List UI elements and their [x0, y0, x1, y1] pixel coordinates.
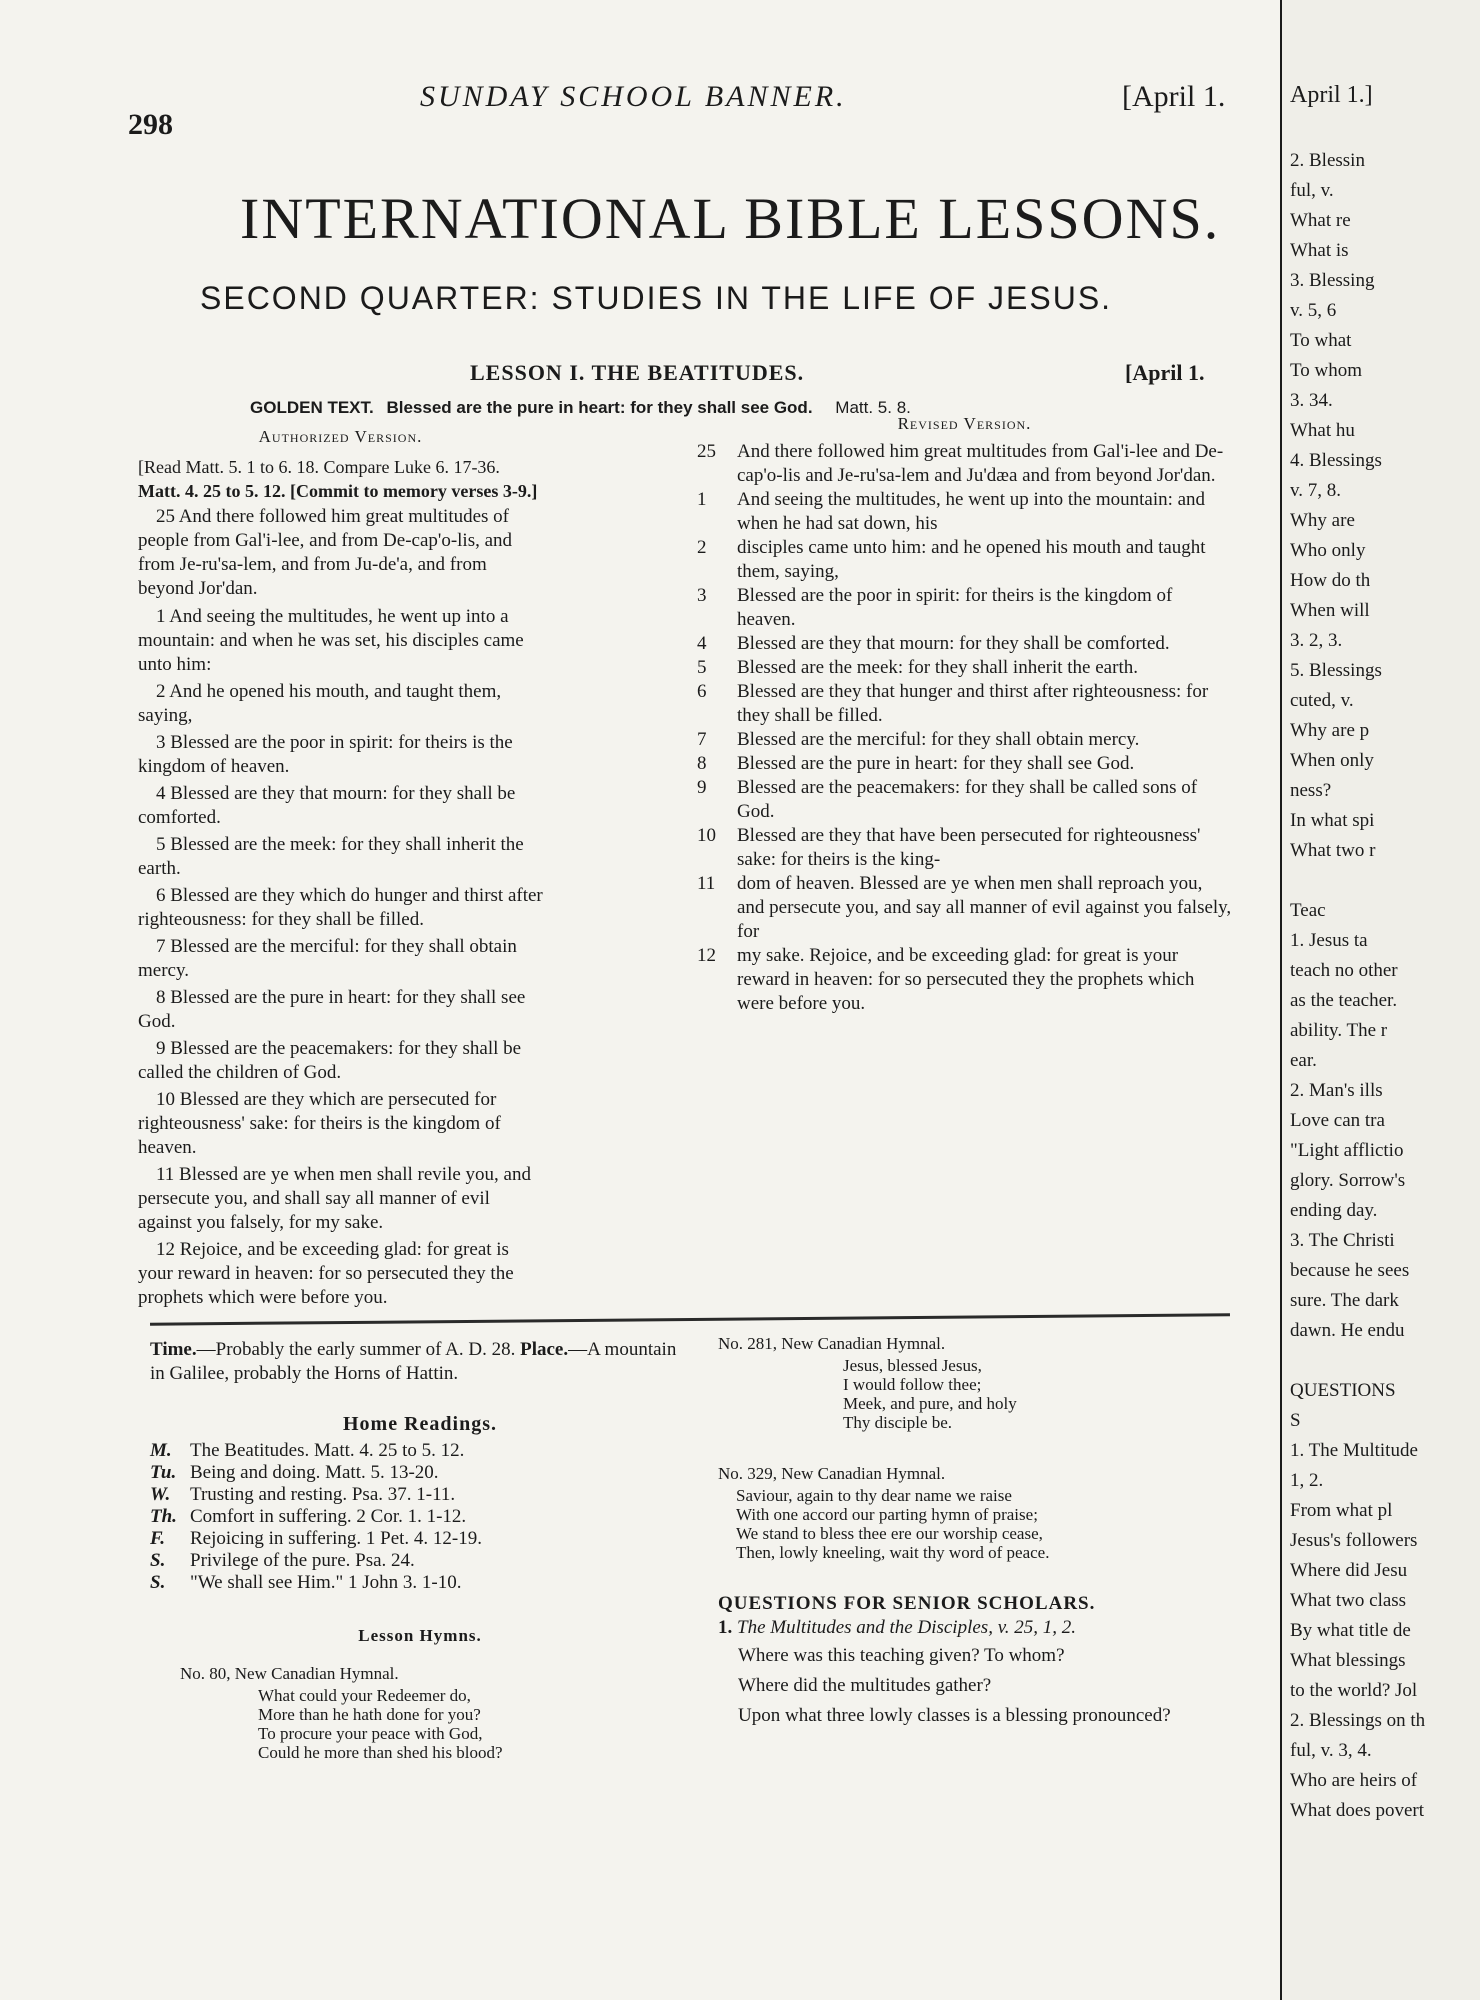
right-page-line: because he sees — [1290, 1260, 1410, 1281]
home-reading-item — [150, 1440, 690, 1462]
right-page-line: to the world? Jol — [1290, 1680, 1418, 1701]
hymn3-line: We stand to bless thee ere our worship cease, — [736, 1524, 1043, 1543]
hymn2-line: Meek, and pure, and holy — [843, 1394, 1017, 1413]
revised-verse-text: Blessed are the peacemakers: for they shall be called sons of God. — [737, 777, 1198, 822]
reading-day: S. — [150, 1572, 166, 1593]
reading-day: Th. — [150, 1506, 177, 1527]
authorized-verse: 8 Blessed are the pure in heart: for they shall see God. — [138, 987, 526, 1032]
header-date: [April 1. — [1122, 80, 1226, 113]
right-page-line: Love can tra — [1290, 1110, 1385, 1131]
revised-verse — [697, 632, 1232, 656]
right-page-line: v. 5, 6 — [1290, 300, 1337, 321]
hymn1-line: What could your Redeemer do, — [258, 1686, 471, 1705]
right-page-line: 3. The Christi — [1290, 1230, 1395, 1251]
lesson-hymns-heading: Lesson Hymns. — [358, 1626, 482, 1645]
revised-version-column — [697, 412, 1232, 1016]
reading-text: "We shall see Him." 1 John 3. 1-10. — [190, 1572, 462, 1593]
home-reading-item — [150, 1550, 690, 1572]
revised-verse-text: my sake. Rejoice, and be exceeding glad: for great is your reward in heaven: for so persecuted they the prophets which were before you. — [737, 945, 1195, 1014]
right-page-line: S — [1290, 1410, 1301, 1431]
right-page-line: When will — [1290, 600, 1370, 621]
right-page-line: From what pl — [1290, 1500, 1393, 1521]
right-page-line: What is — [1290, 240, 1349, 261]
revised-verse-number: 7 — [697, 729, 707, 750]
revised-verse-number: 4 — [697, 633, 707, 654]
authorized-verses — [138, 505, 543, 1310]
right-page-line: 4. Blessings — [1290, 450, 1382, 471]
revised-verse-number: 1 — [697, 489, 707, 510]
revised-verse-number: 9 — [697, 777, 707, 798]
home-reading-item — [150, 1484, 690, 1506]
revised-verse-text: Blessed are they that mourn: for they shall be comforted. — [737, 633, 1170, 654]
reading-day: W. — [150, 1484, 171, 1505]
reading-text: The Beatitudes. Matt. 4. 25 to 5. 12. — [190, 1440, 465, 1461]
right-page-line: 1. The Multitude — [1290, 1440, 1418, 1461]
journal-title: SUNDAY SCHOOL BANNER. — [420, 80, 847, 113]
right-page-line: ness? — [1290, 780, 1332, 801]
revised-verse-text: Blessed are the meek: for they shall inherit the earth. — [737, 657, 1138, 678]
reading-day: Tu. — [150, 1462, 177, 1483]
right-page-line: To what — [1290, 330, 1352, 351]
home-readings-heading: Home Readings. — [343, 1413, 497, 1435]
authorized-verse: 7 Blessed are the merciful: for they shall obtain mercy. — [138, 936, 517, 981]
hymn1-title: No. 80, New Canadian Hymnal. — [180, 1664, 399, 1683]
right-page-line: ability. The r — [1290, 1020, 1388, 1041]
lesson-date: [April 1. — [1125, 360, 1205, 385]
question-line: Upon what three lowly classes is a blessing pronounced? — [738, 1705, 1171, 1726]
revised-verse — [697, 872, 1232, 944]
right-page-line: teach no other — [1290, 960, 1398, 981]
right-page-line: ful, v. 3, 4. — [1290, 1740, 1372, 1761]
home-reading-item — [150, 1528, 690, 1550]
hymn1-line: More than he hath done for you? — [258, 1705, 481, 1724]
reading-text: Trusting and resting. Psa. 37. 1-11. — [190, 1484, 456, 1505]
right-page-line: 1. Jesus ta — [1290, 930, 1368, 951]
right-page-line: 2. Blessin — [1290, 150, 1365, 171]
right-page-line: Why are — [1290, 510, 1355, 531]
right-page-line: Why are p — [1290, 720, 1370, 741]
read-line: [Read Matt. 5. 1 to 6. 18. Compare Luke 6. 17-36. — [138, 457, 500, 477]
reading-day: M. — [150, 1440, 172, 1461]
authorized-verse: 25 And there followed him great multitudes of people from Gal'i-lee, and from De-cap'o-lis, and from Je-ru'sa-lem, and from Ju-de'a, and from beyond Jor'dan. — [138, 506, 513, 599]
right-page-line: dawn. He endu — [1290, 1320, 1405, 1341]
right-page-line: 3. Blessing — [1290, 270, 1375, 291]
revised-version-heading: Revised Version. — [897, 414, 1032, 433]
right-page-line: What two class — [1290, 1590, 1407, 1611]
revised-verse-text: Blessed are the pure in heart: for they shall see God. — [737, 753, 1135, 774]
revised-verses — [697, 440, 1232, 1016]
right-page-line: as the teacher. — [1290, 990, 1398, 1011]
right-page-line: cuted, v. — [1290, 690, 1354, 711]
hymn3-line: Saviour, again to thy dear name we raise — [736, 1486, 1012, 1505]
hymn1-line: Could he more than shed his blood? — [258, 1743, 503, 1762]
right-page-line: 5. Blessings — [1290, 660, 1382, 681]
revised-verse-text: Blessed are they that have been persecuted for righteousness' sake: for theirs is the king- — [737, 825, 1201, 870]
revised-verse-number: 6 — [697, 681, 707, 702]
home-readings-list — [150, 1440, 690, 1594]
hymn2-line: I would follow thee; — [843, 1375, 982, 1394]
right-page-line: ending day. — [1290, 1200, 1378, 1221]
authorized-verse: 11 Blessed are ye when men shall revile you, and persecute you, and shall say all manner of evil against you falsely, for my sake. — [138, 1164, 531, 1233]
revised-verse-number: 12 — [697, 945, 716, 966]
revised-verse — [697, 776, 1232, 824]
home-reading-item — [150, 1572, 690, 1594]
right-page-line: QUESTIONS — [1290, 1380, 1396, 1401]
right-page-line: Where did Jesu — [1290, 1560, 1408, 1581]
right-page-line: 2. Blessings on th — [1290, 1710, 1426, 1731]
authorized-verse: 4 Blessed are they that mourn: for they shall be comforted. — [138, 783, 516, 828]
reading-text: Comfort in suffering. 2 Cor. 1. 1-12. — [190, 1506, 467, 1527]
revised-verse — [697, 440, 1232, 488]
revised-verse-number: 8 — [697, 753, 707, 774]
revised-verse — [697, 752, 1232, 776]
revised-verse — [697, 824, 1232, 872]
right-page-line: Who only — [1290, 540, 1366, 561]
hymn2-lines — [843, 1356, 1238, 1432]
authorized-version-heading: Authorized Version. — [258, 427, 423, 446]
questions-subheading — [718, 1616, 1238, 1640]
reading-text: Being and doing. Matt. 5. 13-20. — [190, 1462, 439, 1483]
authorized-verse: 9 Blessed are the peacemakers: for they shall be called the children of God. — [138, 1038, 522, 1083]
revised-verse — [697, 680, 1232, 728]
revised-verse-number: 10 — [697, 825, 716, 846]
authorized-verse: 1 And seeing the multitudes, he went up into a mountain: and when he was set, his disciples came unto him: — [138, 606, 524, 675]
revised-verse-text: And seeing the multitudes, he went up into the mountain: and when he had sat down, his — [737, 489, 1206, 534]
home-reading-item — [150, 1462, 690, 1484]
authorized-verse: 10 Blessed are they which are persecuted for righteousness' sake: for theirs is the kingdom of heaven. — [138, 1089, 501, 1158]
lower-left-column — [150, 1338, 690, 1762]
right-page-line: 1, 2. — [1290, 1470, 1324, 1491]
right-page-date: April 1.] — [1290, 82, 1373, 108]
right-page-line: 3. 34. — [1290, 390, 1333, 411]
revised-verse-text: disciples came unto him: and he opened his mouth and taught them, saying, — [737, 537, 1206, 582]
page-number: 298 — [128, 108, 173, 141]
place-label: Place. — [520, 1339, 569, 1360]
subtitle: SECOND QUARTER: STUDIES IN THE LIFE OF JESUS. — [200, 280, 1113, 316]
authorized-verse: 6 Blessed are they which do hunger and thirst after righteousness: for they shall be filled. — [138, 885, 543, 930]
revised-verse-text: Blessed are the poor in spirit: for theirs is the kingdom of heaven. — [737, 585, 1173, 630]
right-page-line: sure. The dark — [1290, 1290, 1399, 1311]
revised-verse — [697, 728, 1232, 752]
hymn2-line: Jesus, blessed Jesus, — [843, 1356, 982, 1375]
golden-text-label: GOLDEN TEXT. — [250, 398, 374, 417]
hymn3-line: With one accord our parting hymn of praise; — [736, 1505, 1038, 1524]
hymn2-title: No. 281, New Canadian Hymnal. — [718, 1334, 946, 1353]
authorized-verse: 3 Blessed are the poor in spirit: for theirs is the kingdom of heaven. — [138, 732, 513, 777]
golden-text-ref: Matt. 5. 8. — [835, 398, 911, 417]
revised-verse-text: And there followed him great multitudes from Gal'i-lee and De-cap'o-lis and Je-ru'sa-lem and Ju'dæa and from beyond Jor'dan. — [737, 441, 1224, 486]
revised-verse — [697, 584, 1232, 632]
reading-day: F. — [150, 1528, 165, 1549]
right-page-line: To whom — [1290, 360, 1363, 381]
revised-verse-text: Blessed are the merciful: for they shall obtain mercy. — [737, 729, 1140, 750]
right-page-edge — [1282, 0, 1480, 2000]
lower-right-column — [718, 1332, 1238, 1734]
right-page-line: "Light afflictio — [1290, 1140, 1404, 1161]
right-page-line: What two r — [1290, 840, 1376, 861]
revised-verse — [697, 488, 1232, 536]
golden-text-body: Blessed are the pure in heart: for they shall see God. — [386, 398, 813, 417]
hymn1-lines — [258, 1686, 690, 1762]
authorized-version-column — [138, 425, 543, 1313]
question-line: Where was this teaching given? To whom? — [738, 1645, 1065, 1666]
right-page-line: What blessings — [1290, 1650, 1406, 1671]
revised-verse — [697, 536, 1232, 584]
right-page-line: v. 7, 8. — [1290, 480, 1342, 501]
questions-sub-number: 1. — [718, 1617, 733, 1638]
authorized-verse: 12 Rejoice, and be exceeding glad: for great is your reward in heaven: for so persecuted they the prophets which were before you. — [138, 1239, 514, 1308]
revised-verse-text: Blessed are they that hunger and thirst after righteousness: for they shall be filled. — [737, 681, 1209, 726]
home-reading-item — [150, 1506, 690, 1528]
right-page-line: ear. — [1290, 1050, 1317, 1071]
revised-verse-number: 25 — [697, 441, 716, 462]
reading-day: S. — [150, 1550, 166, 1571]
right-page-line: Who are heirs of — [1290, 1770, 1418, 1791]
right-page-line: ful, v. — [1290, 180, 1334, 201]
right-page-line: 3. 2, 3. — [1290, 630, 1343, 651]
hymn1-line: To procure your peace with God, — [258, 1724, 483, 1743]
right-page-line: How do th — [1290, 570, 1371, 591]
time-text: —Probably the early summer of A. D. 28. — [196, 1339, 516, 1360]
right-page-line: What re — [1290, 210, 1351, 231]
authorized-verse: 2 And he opened his mouth, and taught them, saying, — [138, 681, 502, 726]
right-page-line: glory. Sorrow's — [1290, 1170, 1406, 1191]
right-page-line: What hu — [1290, 420, 1355, 441]
page-title: INTERNATIONAL BIBLE LESSONS. — [240, 186, 1221, 251]
hymn3-lines — [736, 1486, 1238, 1562]
questions-list — [718, 1644, 1238, 1728]
reading-text: Rejoicing in suffering. 1 Pet. 4. 12-19. — [190, 1528, 483, 1549]
right-page-line: By what title de — [1290, 1620, 1411, 1641]
revised-verse-number: 11 — [697, 873, 716, 894]
section-divider — [150, 1313, 1230, 1325]
right-page-line: Jesus's followers — [1290, 1530, 1418, 1551]
hymn3-line: Then, lowly kneeling, wait thy word of peace. — [736, 1543, 1050, 1562]
revised-verse — [697, 656, 1232, 680]
right-page-line: 2. Man's ills — [1290, 1080, 1383, 1101]
hymn3-title: No. 329, New Canadian Hymnal. — [718, 1464, 946, 1483]
hymn2-line: Thy disciple be. — [843, 1413, 953, 1432]
memory-line: Matt. 4. 25 to 5. 12. [Commit to memory verses 3-9.] — [138, 481, 538, 501]
time-place — [150, 1338, 690, 1386]
revised-verse-number: 3 — [697, 585, 707, 606]
question-line: Where did the multitudes gather? — [738, 1675, 992, 1696]
revised-verse-text: dom of heaven. Blessed are ye when men shall reproach you, and persecute you, and say all manner of evil against you falsely, for — [737, 873, 1232, 942]
questions-sub-title: The Multitudes and the Disciples, v. 25, 1, 2. — [737, 1617, 1076, 1638]
right-page-line: Teac — [1290, 900, 1326, 921]
revised-verse-number: 5 — [697, 657, 707, 678]
authorized-verse: 5 Blessed are the meek: for they shall inherit the earth. — [138, 834, 524, 879]
questions-heading: QUESTIONS FOR SENIOR SCHOLARS. — [718, 1593, 1096, 1614]
reading-text: Privilege of the pure. Psa. 24. — [190, 1550, 415, 1571]
right-page-line: What does povert — [1290, 1800, 1425, 1821]
revised-verse — [697, 944, 1232, 1016]
time-label: Time. — [150, 1339, 197, 1360]
right-page-line: When only — [1290, 750, 1374, 771]
place-text: —A mountain in Galilee, probably the Horns of Hattin. — [150, 1339, 677, 1384]
right-page-line: In what spi — [1290, 810, 1375, 831]
revised-verse-number: 2 — [697, 537, 707, 558]
lesson-title: LESSON I. THE BEATITUDES. — [470, 360, 805, 385]
